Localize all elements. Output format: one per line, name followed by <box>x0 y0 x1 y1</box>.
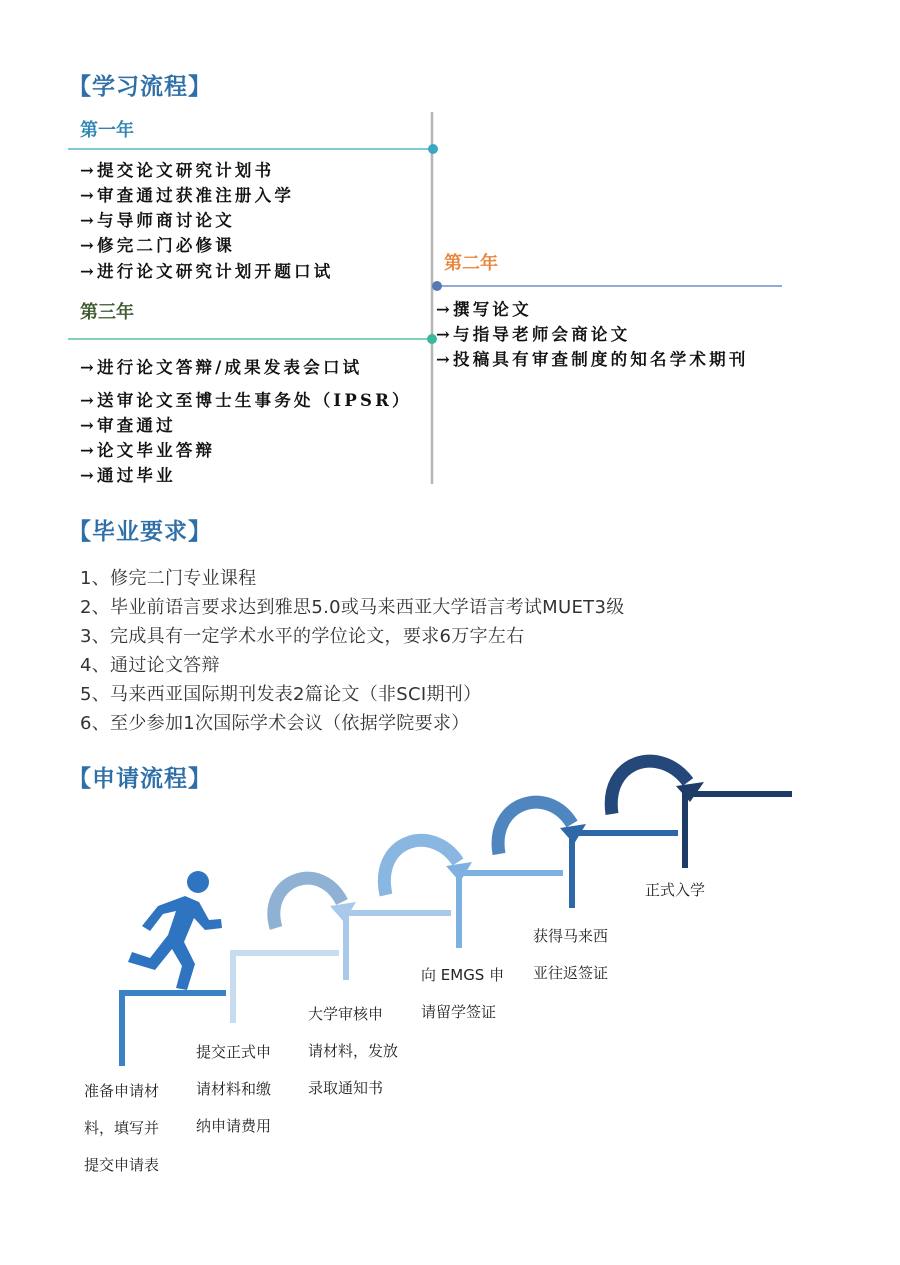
year3-item: →审查通过 <box>80 416 176 435</box>
requirement-item: 5、马来西亚国际期刊发表2篇论文（非SCI期刊） <box>80 684 482 705</box>
year3-item: →论文毕业答辩 <box>80 441 216 460</box>
year3-item: →送审论文至博士生事务处（IPSR） <box>80 391 412 410</box>
requirement-item: 4、通过论文答辩 <box>80 655 220 676</box>
step-6-label: 正式入学 <box>645 881 706 899</box>
arrow-step4-to-step5-icon <box>611 761 704 814</box>
requirement-item: 6、至少参加1次国际学术会议（依据学院要求） <box>80 713 470 734</box>
year2-item: →投稿具有审查制度的知名学术期刊 <box>436 350 749 369</box>
year3-item: →通过毕业 <box>80 466 176 485</box>
graduation-section-title: 【毕业要求】 <box>68 519 212 545</box>
year2-dot <box>432 281 442 291</box>
year1-label: 第一年 <box>80 120 134 141</box>
year2-item: →与指导老师会商论文 <box>436 325 631 344</box>
year1-item: →与导师商讨论文 <box>80 211 235 230</box>
running-person-icon <box>128 871 222 990</box>
year1-item: →提交论文研究计划书 <box>80 161 275 180</box>
application-section-title: 【申请流程】 <box>68 766 212 792</box>
year1-item: →修完二门必修课 <box>80 236 235 255</box>
requirement-item: 1、修完二门专业课程 <box>80 568 257 589</box>
step-1-label: 准备申请材 料，填写并 提交申请表 <box>84 1082 160 1174</box>
year1-item: →进行论文研究计划开题口试 <box>80 262 334 281</box>
year3-item: →进行论文答辩/成果发表会口试 <box>80 358 363 377</box>
study-section-title: 【学习流程】 <box>68 74 212 100</box>
step-6-shape <box>685 794 792 868</box>
step-4-label: 向 EMGS 申 请留学签证 <box>421 966 505 1021</box>
year3-label: 第三年 <box>80 302 134 323</box>
step-2-label: 提交正式申 请材料和缴 纳申请费用 <box>196 1043 272 1135</box>
step-5-label: 获得马来西 亚往返签证 <box>533 927 609 982</box>
year2-item: →撰写论文 <box>436 300 532 319</box>
arrow-step1-to-step2-icon <box>274 878 356 928</box>
requirement-item: 2、毕业前语言要求达到雅思5.0或马来西亚大学语言考试MUET3级 <box>80 597 625 618</box>
staircase-diagram <box>0 730 900 1090</box>
year1-dot <box>428 144 438 154</box>
requirement-item: 3、完成具有一定学术水平的学位论文，要求6万字左右 <box>80 626 525 647</box>
step-3-label: 大学审核申 请材料，发放 录取通知书 <box>308 1005 399 1097</box>
year2-label: 第二年 <box>444 253 498 274</box>
year1-item: →审查通过获准注册入学 <box>80 186 295 205</box>
